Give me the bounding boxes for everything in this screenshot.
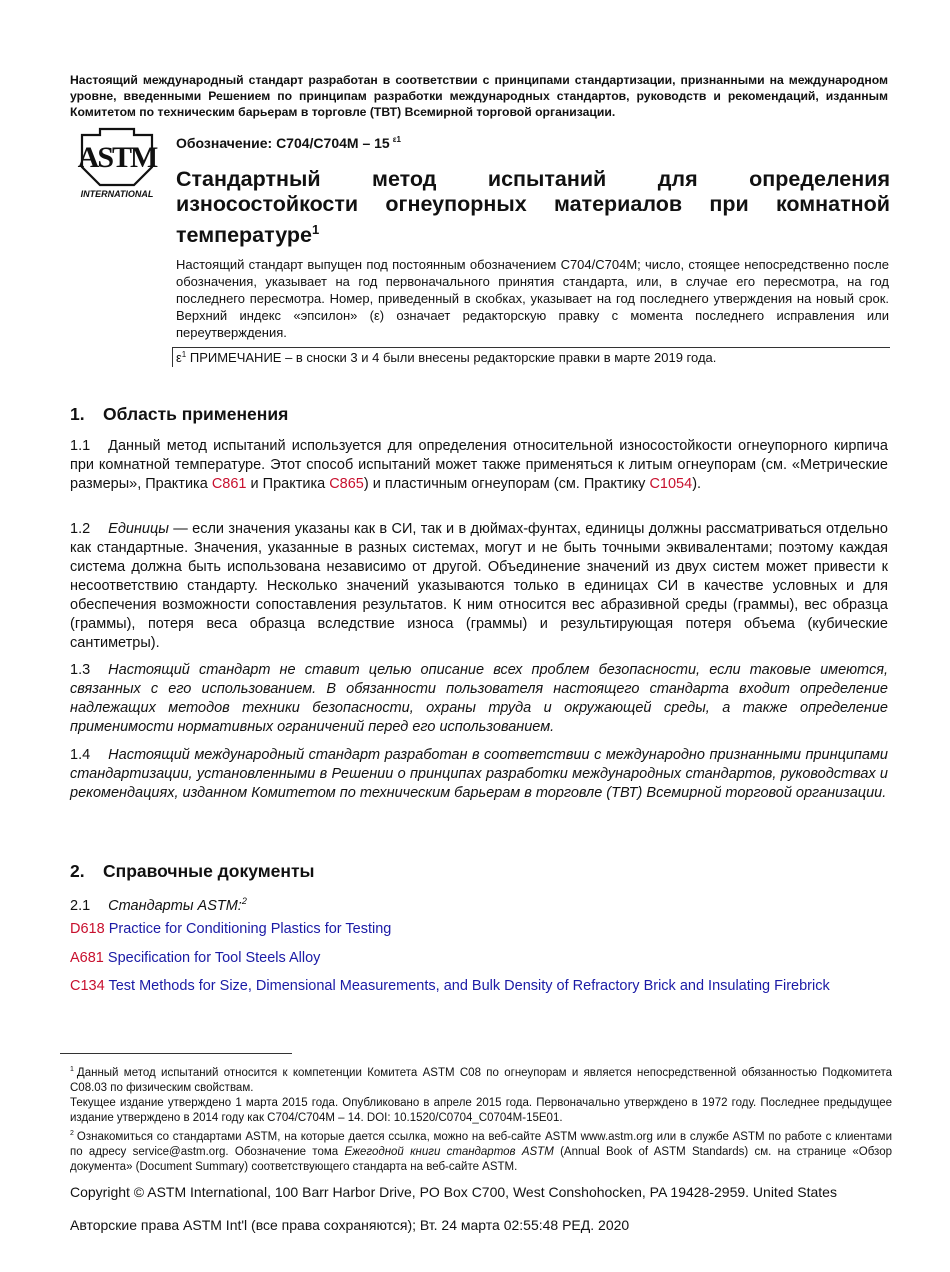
reference-code[interactable]: A681 <box>70 950 104 966</box>
reference-item[interactable] <box>70 920 840 939</box>
copyright-line: Copyright © ASTM International, 100 Barr Harbor Drive, PO Box C700, West Conshohocken, PA 19428-2959. United States <box>70 1184 837 1200</box>
paragraph-1-4-number: 1.4 <box>70 747 91 763</box>
note-divider-vertical <box>172 347 173 367</box>
footnote-2-italic: Ежегодной книги стандартов ASTM <box>344 1146 554 1158</box>
paragraph-1-4 <box>70 746 888 803</box>
paragraph-1-1-text-d: ). <box>692 476 702 492</box>
footnote-1 <box>70 1062 892 1096</box>
title-line-1: Стандартный метод испытаний для определения <box>176 167 890 191</box>
title-line-2: износостойкости огнеупорных материалов при комнатной <box>176 192 890 216</box>
paragraph-1-1-number: 1.1 <box>70 438 91 454</box>
paragraph-1-2-number: 1.2 <box>70 521 91 537</box>
rights-line: Авторские права ASTM Int'l (все права сохраняются); Вт. 24 марта 02:55:48 РЕД. 2020 <box>70 1217 630 1233</box>
footnote-1-continued: Текущее издание утверждено 1 марта 2015 года. Опубликовано в апреле 2015 года. Первоначально утверждено в 1972 году. Последнее предыдущее издание утверждено в 2014 году как C704/C704M – 14. DOI: 10.1520/C0704_C0704M-15E01. <box>70 1097 892 1124</box>
paragraph-2-1-text: Стандарты ASTM: <box>108 897 242 914</box>
section-1-heading <box>70 404 288 425</box>
designation <box>176 135 401 151</box>
reference-item[interactable] <box>70 949 840 968</box>
intro-statement: Настоящий международный стандарт разработан в соответствии с принципами стандартизации, признанными на международном уровне, введенными Решением по принципам разработки международных стандартов, руководств и рекомендаций, изданным Комитетом по техническим барьерам в торговле (ТВТ) Всемирной торговой организации. <box>70 73 888 119</box>
title-footnote-ref: 1 <box>311 222 320 237</box>
section-2-number: 2. <box>70 861 85 881</box>
astm-logo <box>76 127 158 199</box>
footnote-2-number: 2 <box>70 1130 74 1137</box>
paragraph-1-4-text: Настоящий международный стандарт разработан в соответствии с международно признанными принципами стандартизации, установленными в Решении о принципах разработки международных стандартов, руководствах и рекомендациях, изданном Комитетом по техническим барьерам в торговле (ТВТ) Всемирной торговой организации. <box>70 747 888 801</box>
paragraph-1-1-text-a: Данный метод испытаний используется для определения относительной износостойкости огнеупорного кирпича при комнатной температуре. Этот способ испытаний может также применяться к литым огнеупорам (см. «Метрические размеры», Практика <box>70 438 888 492</box>
document-title <box>176 167 890 248</box>
section-1-title: Область применения <box>103 404 289 424</box>
designation-epsilon: ε1 <box>392 135 401 144</box>
paragraph-2-1 <box>70 892 888 916</box>
paragraph-1-1-text-c: ) и пластичным огнеупорам (см. Практику <box>363 476 650 492</box>
section-1-number: 1. <box>70 404 85 424</box>
footnote-divider <box>60 1053 292 1054</box>
logo-international-text: INTERNATIONAL <box>80 189 154 199</box>
designation-label: Обозначение: C704/C704M – 15 <box>176 135 390 151</box>
ref-link-c1054[interactable]: C1054 <box>649 476 693 492</box>
paragraph-1-1-text-b: и Практика <box>246 476 330 492</box>
editorial-note <box>176 350 716 365</box>
reference-title[interactable]: Practice for Conditioning Plastics for Testing <box>108 921 392 937</box>
section-2-heading <box>70 861 315 882</box>
paragraph-2-1-number: 2.1 <box>70 897 91 914</box>
paragraph-1-3-text: Настоящий стандарт не ставит целью описание всех проблем безопасности, если таковые имеются, связанных с его использованием. В обязанности пользователя настоящего стандарта входит определение надлежащих методов техники безопасности, охраны труда и окружающей среды, а также определение применимости нормативных ограничений перед его использованием. <box>70 662 888 735</box>
reference-item[interactable] <box>70 977 840 996</box>
reference-code[interactable]: D618 <box>70 921 105 937</box>
title-line-3: температуре <box>176 223 312 247</box>
footnote-1-number: 1 <box>70 1066 74 1073</box>
preamble: Настоящий стандарт выпущен под постоянным обозначением C704/C704M; число, стоящее непосредственно после обозначения, указывает на год первоначального принятия стандарта, или, в случае его пересмотра, на год последнего пересмотра. Номер, приведенный в скобках, указывает на год последнего утверждения на новый срок. Верхний индекс «эпсилон» (ε) означает редакторскую правку с момента последнего исправления или переутверждения. <box>176 257 889 340</box>
reference-title[interactable]: Test Methods for Size, Dimensional Measurements, and Bulk Density of Refractory Brick and Insulating Firebrick <box>108 978 830 994</box>
note-epsilon: ε <box>176 350 182 365</box>
footnote-2 <box>70 1126 892 1175</box>
reference-title[interactable]: Specification for Tool Steels Alloy <box>107 950 321 966</box>
paragraph-2-1-footnote-ref: 2 <box>241 896 247 906</box>
footnote-2-text-a: Ознакомиться со стандартами ASTM, на которые дается ссылка, можно на веб-сайте ASTM www.astm.org или в службе ASTM по работе с клиентами по адресу service@astm.org. Обозначение тома <box>70 1131 892 1158</box>
section-2-title: Справочные документы <box>103 861 315 881</box>
note-text: ПРИМЕЧАНИЕ – в сноски 3 и 4 были внесены редакторские правки в марте 2019 года. <box>186 350 717 365</box>
ref-link-c861[interactable]: C861 <box>211 476 247 492</box>
footnote-2-text-b: (Annual Book of ASTM Standards) см. на странице «Обзор документа» (Document Summary) соответствующего стандарта на веб-сайте ASTM. <box>70 1146 892 1173</box>
paragraph-1-2-text: — если значения указаны как в СИ, так и в дюймах-фунтах, единицы должны рассматриваться отдельно как стандартные. Значения, указанные в разных системах, могут и не быть точными эквивалентами; поэтому каждая система должна быть использована независимо от другой. Объединение значений из двух систем может привести к несоответствию стандарту. Несколько значений указываются только в единицах СИ в качестве условных и для обеспечения возможности сопоставления результатов. К ним относится вес абразивной среды (граммы), вес образца (граммы), потеря веса образца вследствие износа (граммы) и результирующая потеря объема (кубические сантиметры). <box>70 521 888 651</box>
reference-code[interactable]: C134 <box>70 978 105 994</box>
paragraph-1-1 <box>70 437 888 494</box>
paragraph-1-3 <box>70 661 888 737</box>
paragraph-1-2 <box>70 520 888 653</box>
note-sup: 1 <box>181 350 187 359</box>
ref-link-c865[interactable]: C865 <box>329 476 364 492</box>
paragraph-1-2-term: Единицы <box>108 521 169 537</box>
footnote-1-text: Данный метод испытаний относится к компетенции Комитета ASTM C08 по огнеупорам и является непосредственной обязанностью Подкомитета C08.03 по физическим свойствам. <box>70 1067 892 1094</box>
logo-astm-text: ASTM <box>77 141 157 174</box>
note-divider <box>172 347 890 348</box>
paragraph-1-3-number: 1.3 <box>70 662 91 678</box>
footnotes <box>70 1062 892 1175</box>
